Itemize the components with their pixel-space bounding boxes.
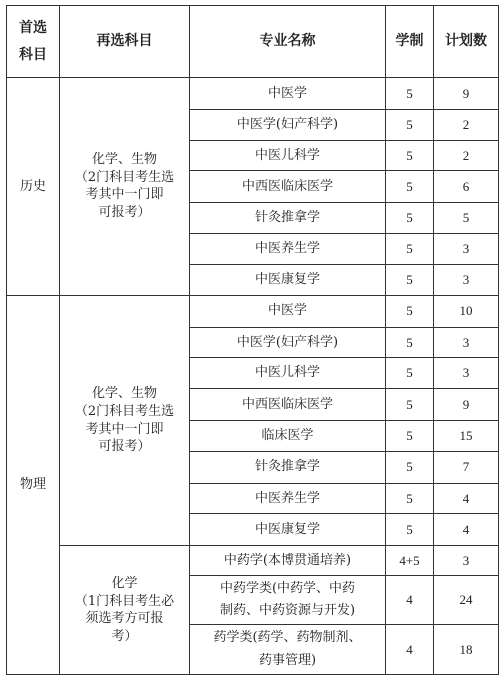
first-subject-cell: 历史 <box>7 78 60 296</box>
header-row <box>7 6 499 78</box>
major-name-cell: 中医康复学 <box>190 514 386 546</box>
plan-count-cell: 24 <box>434 576 499 625</box>
major-name-cell <box>190 625 386 675</box>
duration-cell: 5 <box>386 358 434 389</box>
duration-cell: 5 <box>386 514 434 546</box>
header-plan-count: 计划数 <box>434 6 499 78</box>
plan-count-cell: 2 <box>434 109 499 140</box>
duration-cell: 4+5 <box>386 546 434 576</box>
table-row <box>7 546 499 576</box>
duration-cell: 5 <box>386 483 434 514</box>
duration-cell: 5 <box>386 264 434 295</box>
major-name-cell: 中医儿科学 <box>190 140 386 171</box>
plan-count-cell: 6 <box>434 171 499 203</box>
plan-count-cell: 3 <box>434 358 499 389</box>
reselect-subject-line: 考其中一门即 <box>85 187 164 203</box>
reselect-subject-line: （1门科目考生必 <box>74 593 175 609</box>
major-name-cell: 中医学 <box>190 295 386 327</box>
plan-count-cell: 9 <box>434 389 499 421</box>
major-name-line: 中药学(本博贯通培养) <box>223 552 352 568</box>
major-name-cell: 中医康复学 <box>190 264 386 295</box>
first-subject-cell: 物理 <box>7 295 60 674</box>
reselect-subject-line: （2门科目考生选 <box>74 403 175 419</box>
duration-cell: 5 <box>386 203 434 234</box>
major-name-cell: 针灸推拿学 <box>190 451 386 483</box>
major-name-line: 药事管理) <box>258 652 317 668</box>
plan-count-cell: 2 <box>434 140 499 171</box>
reselect-subject-line: 须选考方可报 <box>85 611 164 627</box>
reselect-subject-line: （2门科目考生选 <box>74 169 175 185</box>
major-name-cell: 中医养生学 <box>190 483 386 514</box>
admission-plan-table <box>6 5 499 675</box>
plan-count-cell: 18 <box>434 625 499 675</box>
reselect-subject-line: 化学 <box>111 576 138 592</box>
header-first-subject-text: 首选科目 <box>18 19 47 63</box>
header-major-name: 专业名称 <box>190 6 386 78</box>
table-body <box>7 78 499 675</box>
reselect-subject-line: 化学、生物 <box>91 386 157 402</box>
major-name-cell: 中医养生学 <box>190 234 386 265</box>
plan-count-cell: 4 <box>434 514 499 546</box>
major-name-line: 中药学类(中药学、中药 <box>219 580 356 596</box>
plan-count-cell: 3 <box>434 546 499 576</box>
duration-cell: 4 <box>386 625 434 675</box>
header-reselect-subject: 再选科目 <box>60 6 190 78</box>
reselect-subject-cell <box>60 78 190 296</box>
major-name-cell: 中医学(妇产科学) <box>190 327 386 358</box>
duration-cell: 5 <box>386 171 434 203</box>
reselect-subject-line: 考） <box>111 628 138 644</box>
duration-cell: 5 <box>386 421 434 452</box>
plan-count-cell: 10 <box>434 295 499 327</box>
reselect-subject-line: 可报考） <box>98 204 151 220</box>
duration-cell: 5 <box>386 327 434 358</box>
plan-count-cell: 3 <box>434 327 499 358</box>
reselect-subject-line: 化学、生物 <box>91 152 157 168</box>
duration-cell: 5 <box>386 78 434 110</box>
reselect-subject-line: 考其中一门即 <box>85 421 164 437</box>
duration-cell: 5 <box>386 389 434 421</box>
plan-count-cell: 3 <box>434 234 499 265</box>
table-row <box>7 78 499 110</box>
major-name-cell: 中医儿科学 <box>190 358 386 389</box>
reselect-subject-cell <box>60 546 190 675</box>
major-name-cell: 中西医临床医学 <box>190 171 386 203</box>
duration-cell: 5 <box>386 451 434 483</box>
major-name-cell: 中医学 <box>190 78 386 110</box>
header-duration: 学制 <box>386 6 434 78</box>
major-name-cell: 临床医学 <box>190 421 386 452</box>
reselect-subject-line: 可报考） <box>98 439 151 455</box>
major-name-cell <box>190 576 386 625</box>
plan-count-cell: 7 <box>434 451 499 483</box>
header-first-subject <box>7 6 60 78</box>
major-name-cell: 针灸推拿学 <box>190 203 386 234</box>
plan-count-cell: 5 <box>434 203 499 234</box>
major-name-cell: 中西医临床医学 <box>190 389 386 421</box>
reselect-subject-cell <box>60 295 190 546</box>
major-name-cell <box>190 546 386 576</box>
duration-cell: 5 <box>386 295 434 327</box>
plan-count-cell: 9 <box>434 78 499 110</box>
duration-cell: 4 <box>386 576 434 625</box>
major-name-line: 药学类(药学、药物制剂、 <box>213 629 362 645</box>
major-name-line: 制药、中药资源与开发) <box>219 603 356 619</box>
table-row <box>7 295 499 327</box>
major-name-cell: 中医学(妇产科学) <box>190 109 386 140</box>
duration-cell: 5 <box>386 234 434 265</box>
duration-cell: 5 <box>386 140 434 171</box>
duration-cell: 5 <box>386 109 434 140</box>
plan-count-cell: 3 <box>434 264 499 295</box>
plan-count-cell: 15 <box>434 421 499 452</box>
plan-count-cell: 4 <box>434 483 499 514</box>
